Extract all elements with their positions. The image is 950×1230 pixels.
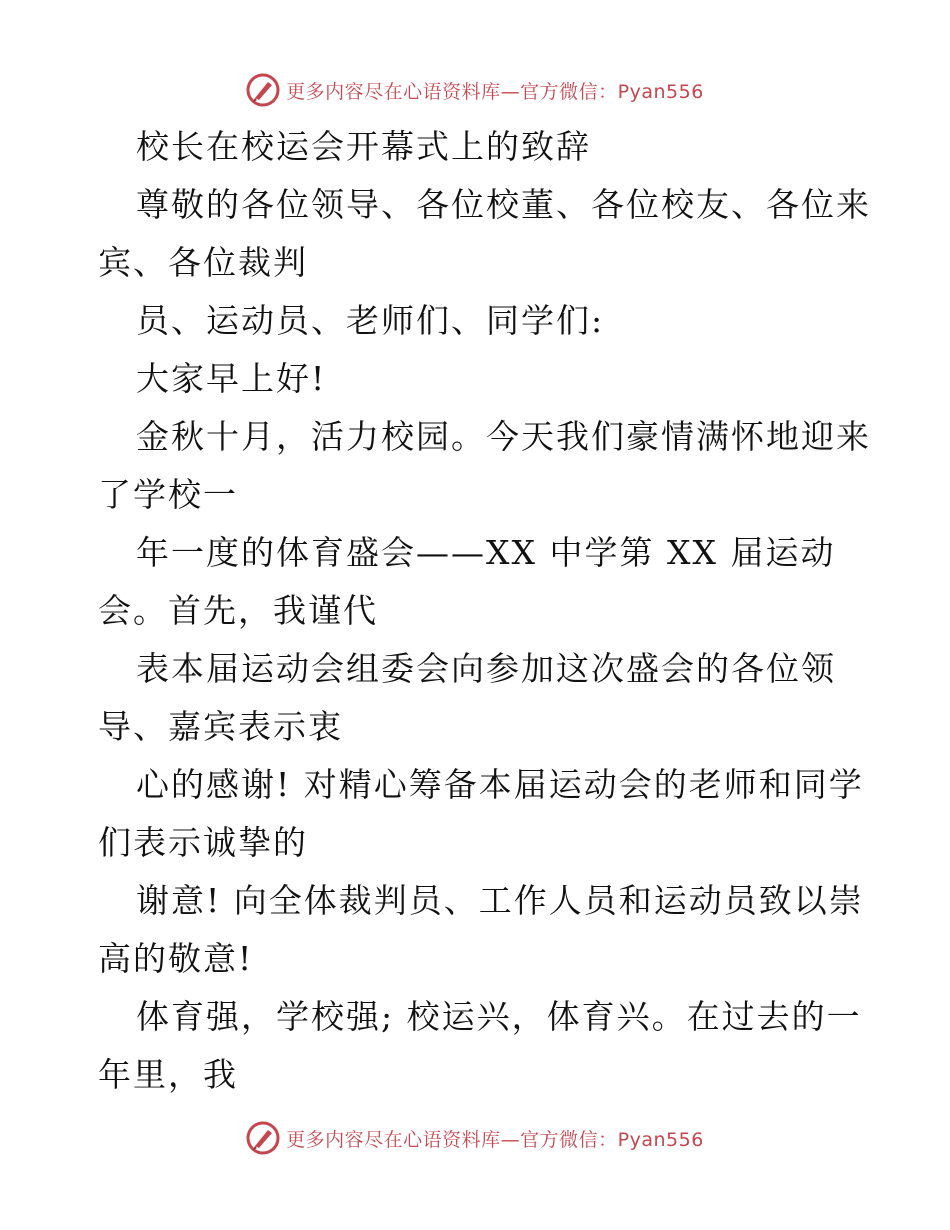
text-line: 心的感谢! 对精心筹备本届运动会的老师和同学 [136, 765, 864, 804]
text-line: 宾、各位裁判 [98, 243, 308, 282]
text-line: 会。首先，我谨代 [98, 591, 378, 630]
footer-banner [0, 1118, 950, 1158]
text-line: 大家早上好! [136, 359, 327, 398]
text-line: 们表示诚挚的 [98, 823, 308, 862]
text-line: 了学校一 [98, 475, 238, 514]
text-line: 年一度的体育盛会——XX 中学第 XX 届运动 [136, 533, 836, 572]
text-line: 金秋十月，活力校园。今天我们豪情满怀地迎来 [136, 417, 871, 456]
text-line: 年里，我 [98, 1055, 238, 1094]
text-line: 谢意! 向全体裁判员、工作人员和运动员致以崇 [136, 881, 864, 920]
text-line: 尊敬的各位领导、各位校董、各位校友、各位来 [136, 185, 871, 224]
header-banner-text: 更多内容尽在心语资料库—官方微信：Pyan556 [286, 80, 704, 103]
quill-logo-icon [246, 73, 280, 107]
header-banner [0, 70, 950, 110]
text-line: 高的敬意! [98, 939, 254, 978]
text-line: 表本届运动会组委会向参加这次盛会的各位领 [136, 649, 836, 688]
footer-banner-text: 更多内容尽在心语资料库—官方微信：Pyan556 [286, 1128, 704, 1151]
document-title: 校长在校运会开幕式上的致辞 [136, 127, 591, 166]
text-line: 体育强，学校强; 校运兴，体育兴。在过去的一 [136, 997, 862, 1036]
text-line: 员、运动员、老师们、同学们: [136, 301, 605, 340]
quill-logo-icon [246, 1121, 280, 1155]
text-line: 导、嘉宾表示衷 [98, 707, 343, 746]
